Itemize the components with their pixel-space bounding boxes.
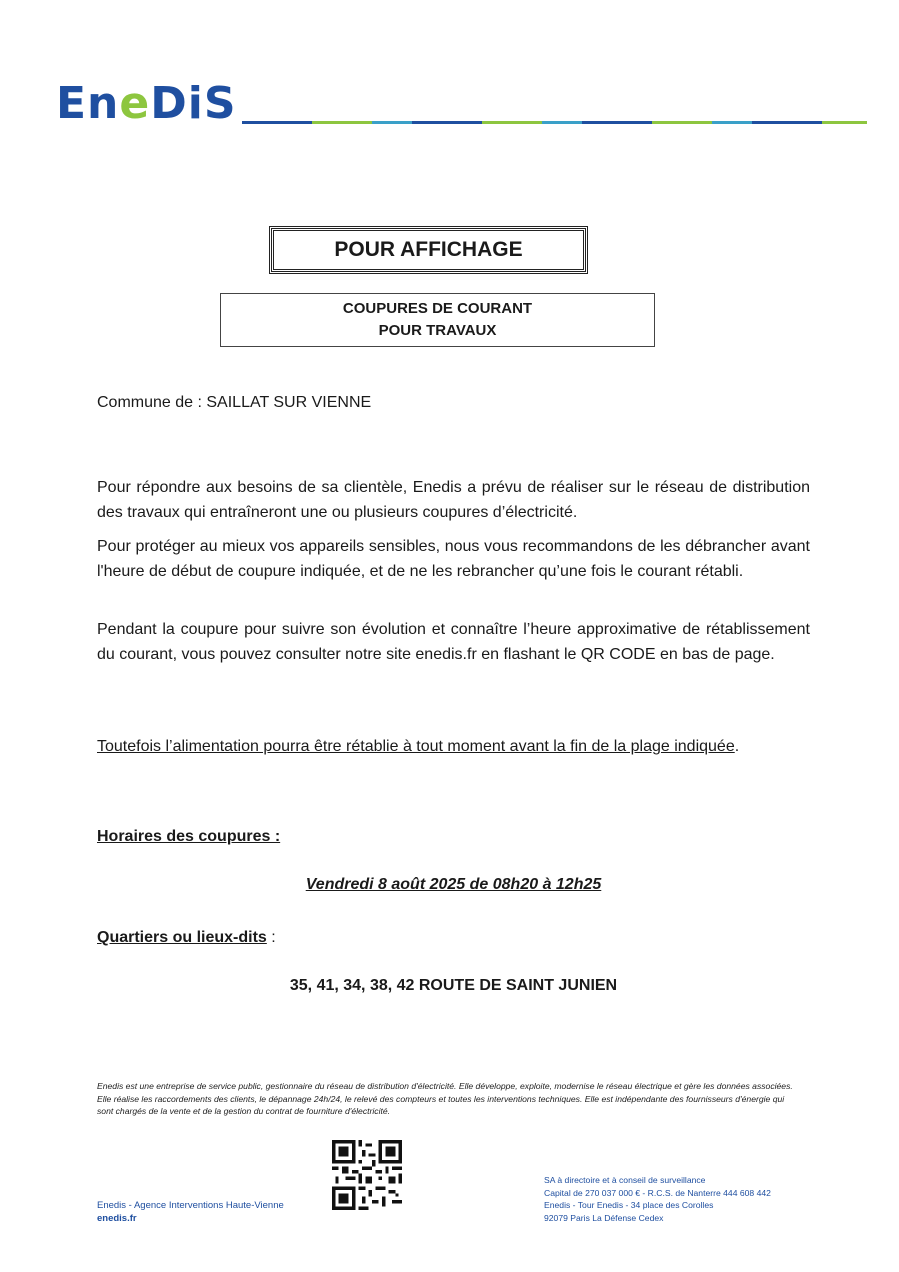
paragraph-2: Pour protéger au mieux vos appareils sensibles, nous vous recommandons de les débrancher avant l'heure de début de coupure indiquée, et de ne les rebrancher qu’une fois le courant rétabli. — [97, 538, 810, 580]
agency-name: Enedis - Agence Interventions Haute-Vienne — [97, 1200, 284, 1211]
company-line3: Enedis - Tour Enedis - 34 place des Corolles — [544, 1200, 714, 1210]
footer-agency — [97, 1199, 284, 1225]
horaires-title: Horaires des coupures : — [97, 828, 281, 845]
lieux-list: 35, 41, 34, 38, 42 ROUTE DE SAINT JUNIEN — [289, 977, 618, 994]
paragraph-4 — [97, 735, 810, 760]
quartiers-heading — [97, 929, 276, 947]
coupures-box — [220, 293, 655, 347]
coupures-line2: POUR TRAVAUX — [378, 322, 497, 339]
enedis-logo: EneDiS — [56, 78, 237, 129]
affichage-title: POUR AFFICHAGE — [334, 238, 523, 261]
company-line1: SA à directoire et à conseil de surveillance — [544, 1175, 706, 1185]
quartiers-title: Quartiers ou lieux-dits — [97, 929, 267, 946]
affichage-title-box — [271, 228, 586, 272]
quartiers-colon: : — [266, 929, 276, 946]
paragraph-3: Pendant la coupure pour suivre son évolution et connaître l’heure approximative de rétablissement du courant, vous pouvez consulter notre site enedis.fr en flashant le QR CODE en bas de page. — [97, 621, 810, 663]
paragraph-4-end: . — [734, 738, 740, 755]
company-line4: 92079 Paris La Défense Cedex — [544, 1212, 664, 1223]
header-divider — [242, 121, 867, 124]
paragraph-1: Pour répondre aux besoins de sa clientèle, Enedis a prévu de réaliser sur le réseau de distribution des travaux qui entraîneront une ou plusieurs coupures d’électricité. — [97, 479, 810, 521]
paragraph-4-text: Toutefois l’alimentation pourra être rétablie à tout moment avant la fin de la plage indiquée — [97, 738, 735, 755]
commune: Commune de : SAILLAT SUR VIENNE — [97, 394, 372, 411]
company-line2: Capital de 270 037 000 € - R.C.S. de Nanterre 444 608 442 — [544, 1187, 771, 1198]
site-link[interactable]: enedis.fr — [97, 1213, 137, 1224]
qr-code-icon[interactable] — [332, 1140, 402, 1210]
date-range: Vendredi 8 août 2025 de 08h20 à 12h25 — [305, 876, 602, 893]
footer-company — [544, 1174, 771, 1224]
legal-notice: Enedis est une entreprise de service public, gestionnaire du réseau de distribution d'électricité. Elle développe, exploite, modernise le réseau électrique et gère les données associées. Elle réalise les raccordements des clients, le dépannage 24h/24, le relevé des compteurs et toutes les interventions techniques. Elle est indépendante des fournisseurs d'énergie qui sont chargés de la vente et de la gestion du contrat de fourniture d'électricité. — [97, 1081, 793, 1116]
coupures-line1: COUPURES DE COURANT — [342, 300, 533, 317]
